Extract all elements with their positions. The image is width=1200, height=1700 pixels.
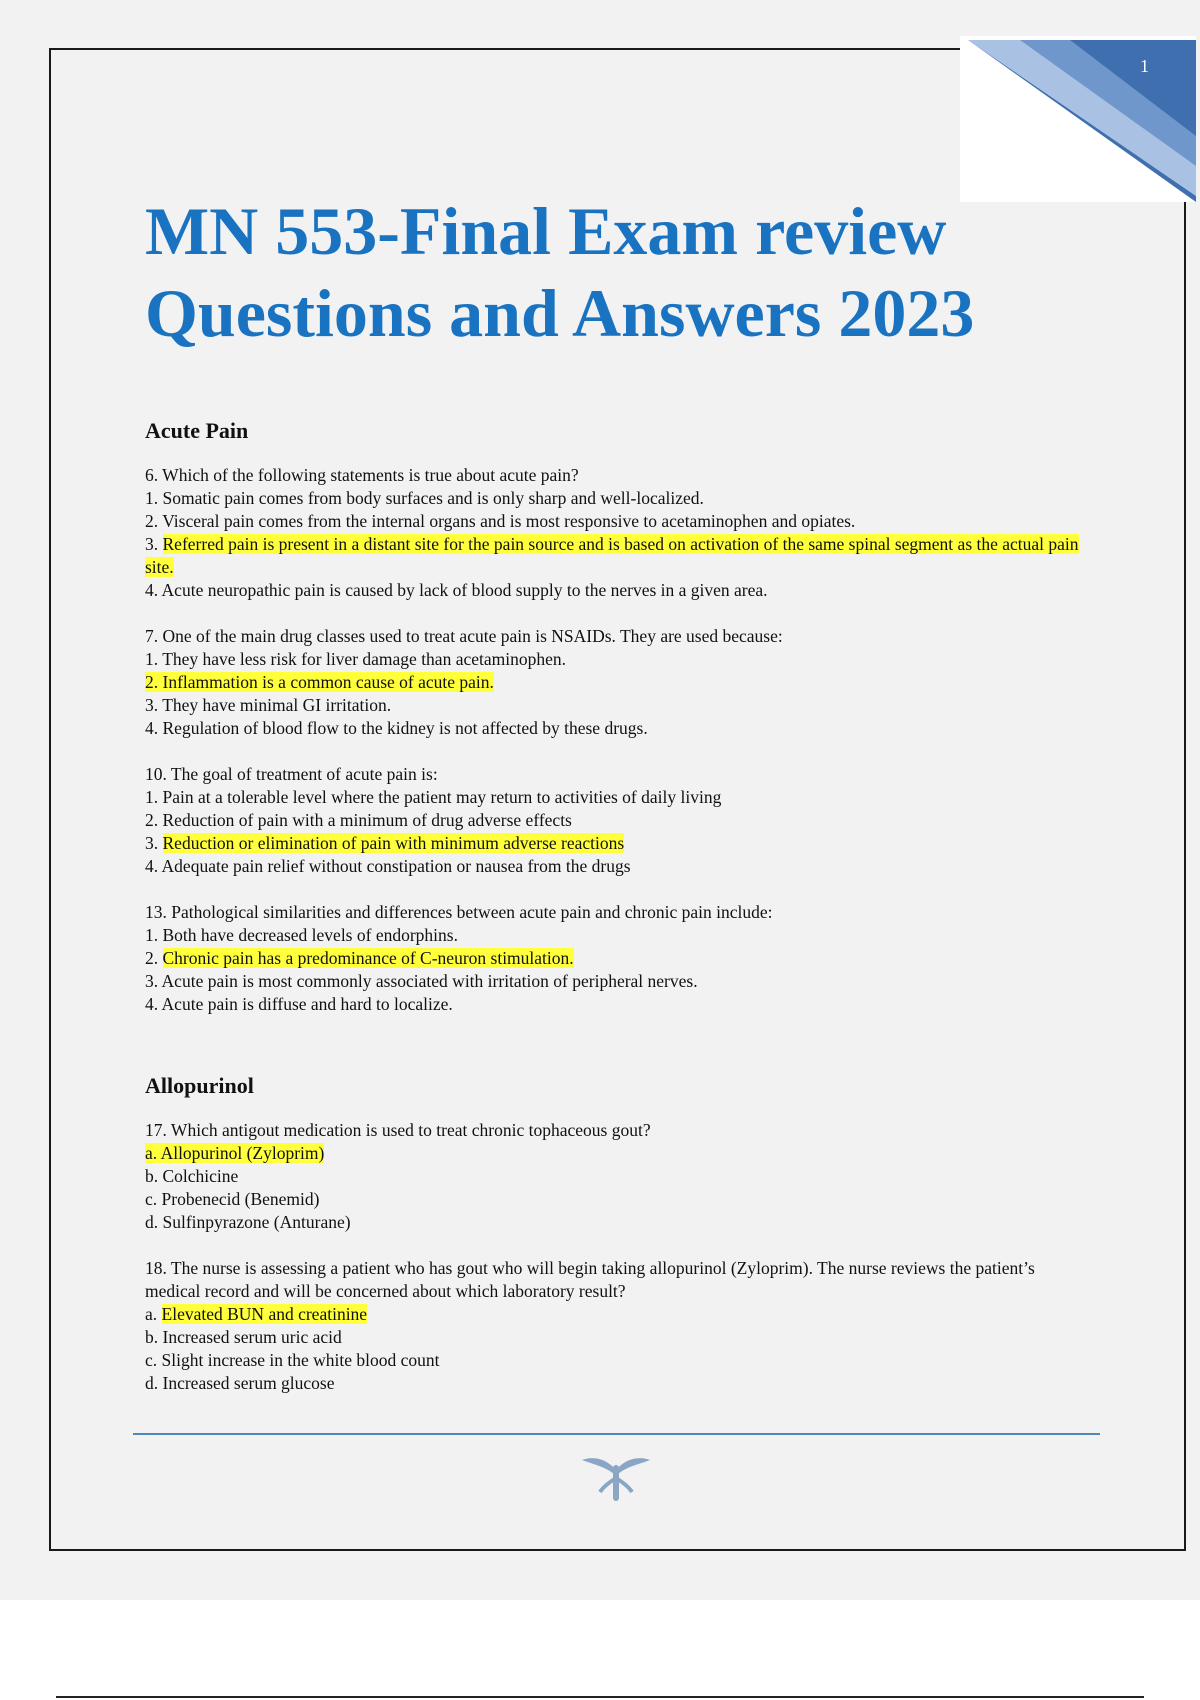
- highlighted-answer: 2. Inflammation is a common cause of acute pain.: [145, 672, 494, 692]
- highlighted-answer: Reduction or elimination of pain with minimum adverse reactions: [162, 833, 625, 853]
- answer-option: b. Colchicine: [145, 1166, 239, 1186]
- document-title: [145, 190, 1105, 354]
- answer-option: 1. Both have decreased levels of endorphins.: [145, 925, 458, 945]
- answer-option: 4. Acute pain is diffuse and hard to localize.: [145, 994, 453, 1014]
- answer-option: 4. Acute neuropathic pain is caused by lack of blood supply to the nerves in a given area.: [145, 580, 768, 600]
- page-number: 1: [1140, 56, 1149, 76]
- question-stem: 17. Which antigout medication is used to treat chronic tophaceous gout?: [145, 1120, 651, 1140]
- answer-option: d. Increased serum glucose: [145, 1373, 335, 1393]
- answer-option: 3. Acute pain is most commonly associated with irritation of peripheral nerves.: [145, 971, 698, 991]
- question-13: [145, 901, 1080, 1016]
- answer-option-correct: 3. Reduction or elimination of pain with minimum adverse reactions: [145, 833, 625, 853]
- question-stem: 10. The goal of treatment of acute pain is:: [145, 764, 438, 784]
- answer-option-correct: 3. Referred pain is present in a distant site for the pain source and is based on activation of the same spinal segment as the actual pain site.: [145, 534, 1079, 577]
- answer-option: b. Increased serum uric acid: [145, 1327, 342, 1347]
- title-line-2: Questions and Answers 2023: [145, 275, 975, 351]
- question-stem: 18. The nurse is assessing a patient who has gout who will begin taking allopurinol (Zyloprim). The nurse reviews the patient’s medical record and will be concerned about which laboratory result?: [145, 1258, 1035, 1301]
- answer-option: 1. They have less risk for liver damage than acetaminophen.: [145, 649, 566, 669]
- highlighted-answer: a. Allopurinol (Zyloprim): [145, 1143, 325, 1163]
- answer-option: c. Probenecid (Benemid): [145, 1189, 320, 1209]
- question-stem: 13. Pathological similarities and differences between acute pain and chronic pain include:: [145, 902, 773, 922]
- answer-option-correct: a. Elevated BUN and creatinine: [145, 1304, 368, 1324]
- answer-option-correct: 2. Chronic pain has a predominance of C-neuron stimulation.: [145, 948, 574, 968]
- question-stem: 6. Which of the following statements is true about acute pain?: [145, 465, 579, 485]
- answer-option: 1. Somatic pain comes from body surfaces and is only sharp and well-localized.: [145, 488, 704, 508]
- footer-divider: [133, 1433, 1100, 1435]
- question-stem: 7. One of the main drug classes used to treat acute pain is NSAIDs. They are used because:: [145, 626, 783, 646]
- document-content: [145, 416, 1080, 1418]
- highlighted-answer: Referred pain is present in a distant site for the pain source and is based on activation of the same spinal segment as the actual pain site.: [145, 534, 1079, 577]
- highlighted-answer: Chronic pain has a predominance of C-neuron stimulation.: [162, 948, 574, 968]
- question-7: [145, 625, 1080, 740]
- highlighted-answer: Elevated BUN and creatinine: [161, 1304, 368, 1324]
- section-heading-acute-pain: Acute Pain: [145, 418, 249, 443]
- answer-option: 4. Adequate pain relief without constipation or nausea from the drugs: [145, 856, 631, 876]
- answer-option-correct: [145, 671, 1080, 694]
- answer-option-correct: [145, 1142, 1080, 1165]
- page-gap: [0, 1600, 1200, 1700]
- footer-ornament-icon: [578, 1448, 654, 1504]
- section-heading-allopurinol: Allopurinol: [145, 1073, 254, 1098]
- answer-option: 2. Reduction of pain with a minimum of drug adverse effects: [145, 810, 572, 830]
- corner-triangle-graphic: [960, 36, 1196, 202]
- answer-option: 3. They have minimal GI irritation.: [145, 695, 392, 715]
- next-page-edge: [56, 1696, 1144, 1698]
- question-18: [145, 1257, 1080, 1395]
- answer-option: 4. Regulation of blood flow to the kidney is not affected by these drugs.: [145, 718, 648, 738]
- question-10: [145, 763, 1080, 878]
- question-6: [145, 464, 1080, 602]
- title-line-1: MN 553-Final Exam review: [145, 193, 947, 269]
- answer-option: 2. Visceral pain comes from the internal organs and is most responsive to acetaminophen and opiates.: [145, 511, 856, 531]
- answer-option: d. Sulfinpyrazone (Anturane): [145, 1212, 351, 1232]
- question-17: [145, 1119, 1080, 1234]
- answer-option: c. Slight increase in the white blood count: [145, 1350, 440, 1370]
- answer-option: 1. Pain at a tolerable level where the patient may return to activities of daily living: [145, 787, 722, 807]
